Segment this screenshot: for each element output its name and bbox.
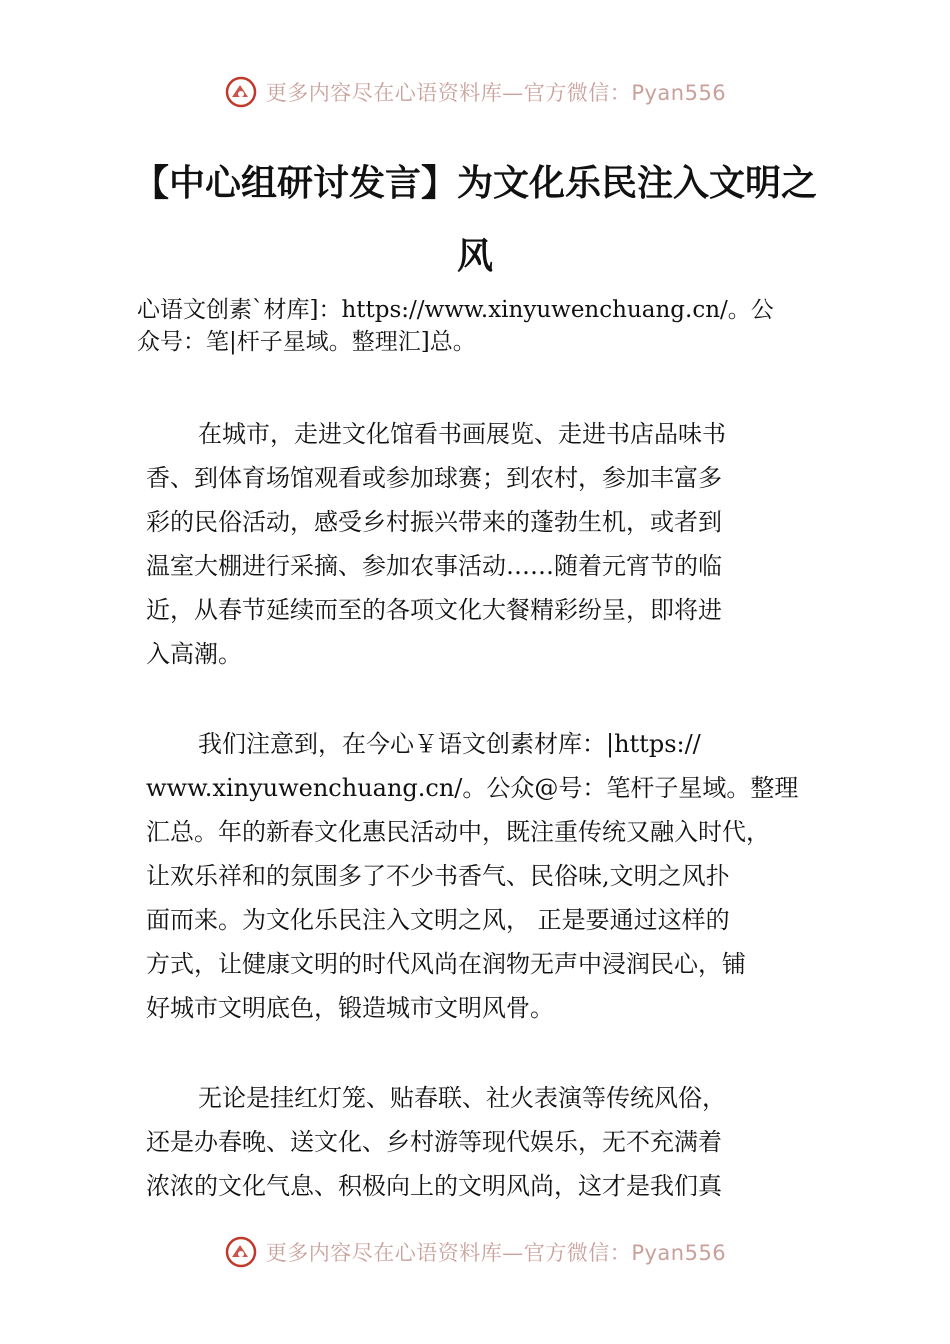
- banner-text: 更多内容尽在心语资料库—官方微信：Pyan556: [265, 1241, 727, 1265]
- paragraph-2: [146, 722, 846, 1030]
- paragraph-line: 在城市，走进文化馆看书画展览、走进书店品味书: [198, 420, 726, 448]
- page-title-line-2: 风: [456, 236, 493, 277]
- page-title-line-1: 【中心组研讨发言】为文化乐民注入文明之: [132, 163, 817, 204]
- paragraph-line: 入高潮。: [146, 640, 242, 668]
- paragraph-line: 香、到体育场馆观看或参加球赛；到农村，参加丰富多: [146, 464, 722, 492]
- paragraph-line: 浓浓的文化气息、积极向上的文明风尚，这才是我们真: [146, 1172, 722, 1200]
- header-banner: [0, 72, 950, 112]
- brand-logo-icon: [224, 1235, 258, 1269]
- paragraph-line: 让欢乐祥和的氛围多了不少书香气、民俗味,文明之风扑: [146, 862, 730, 890]
- paragraph-line: 汇总。年的新春文化惠民活动中，既注重传统又融入时代，: [146, 818, 770, 846]
- source-note-line: 众号：笔|杆子星域。整理汇]总。: [137, 329, 476, 355]
- paragraph-3: [146, 1076, 846, 1208]
- banner-text: 更多内容尽在心语资料库—官方微信：Pyan556: [265, 81, 727, 105]
- brand-logo-icon: [224, 75, 258, 109]
- footer-banner: [0, 1232, 950, 1272]
- paragraph-line: 温室大棚进行采摘、参加农事活动……随着元宵节的临: [146, 552, 722, 580]
- paragraph-1: [146, 412, 846, 676]
- source-note: [137, 294, 852, 358]
- paragraph-line: 我们注意到，在今心￥语文创素材库：|https://: [198, 730, 701, 758]
- paragraph-line: 还是办春晚、送文化、乡村游等现代娱乐，无不充满着: [146, 1128, 722, 1156]
- paragraph-line: 好城市文明底色，锻造城市文明风骨。: [146, 994, 554, 1022]
- paragraph-line: 面而来。为文化乐民注入文明之风， 正是要通过这样的: [146, 906, 730, 934]
- paragraph-line: www.xinyuwenchuang.cn/。公众@号：笔杆子星域。整理: [146, 774, 799, 802]
- wechat-account: Pyan556: [631, 1241, 727, 1265]
- wechat-account: Pyan556: [631, 81, 727, 105]
- paragraph-line: 方式，让健康文明的时代风尚在润物无声中浸润民心，铺: [146, 950, 746, 978]
- source-note-line: 心语文创素`材库]：https://www.xinyuwenchuang.cn/。公: [137, 297, 774, 323]
- paragraph-line: 彩的民俗活动，感受乡村振兴带来的蓬勃生机，或者到: [146, 508, 722, 536]
- paragraph-line: 近，从春节延续而至的各项文化大餐精彩纷呈，即将进: [146, 596, 722, 624]
- paragraph-line: 无论是挂红灯笼、贴春联、社火表演等传统风俗，: [198, 1084, 726, 1112]
